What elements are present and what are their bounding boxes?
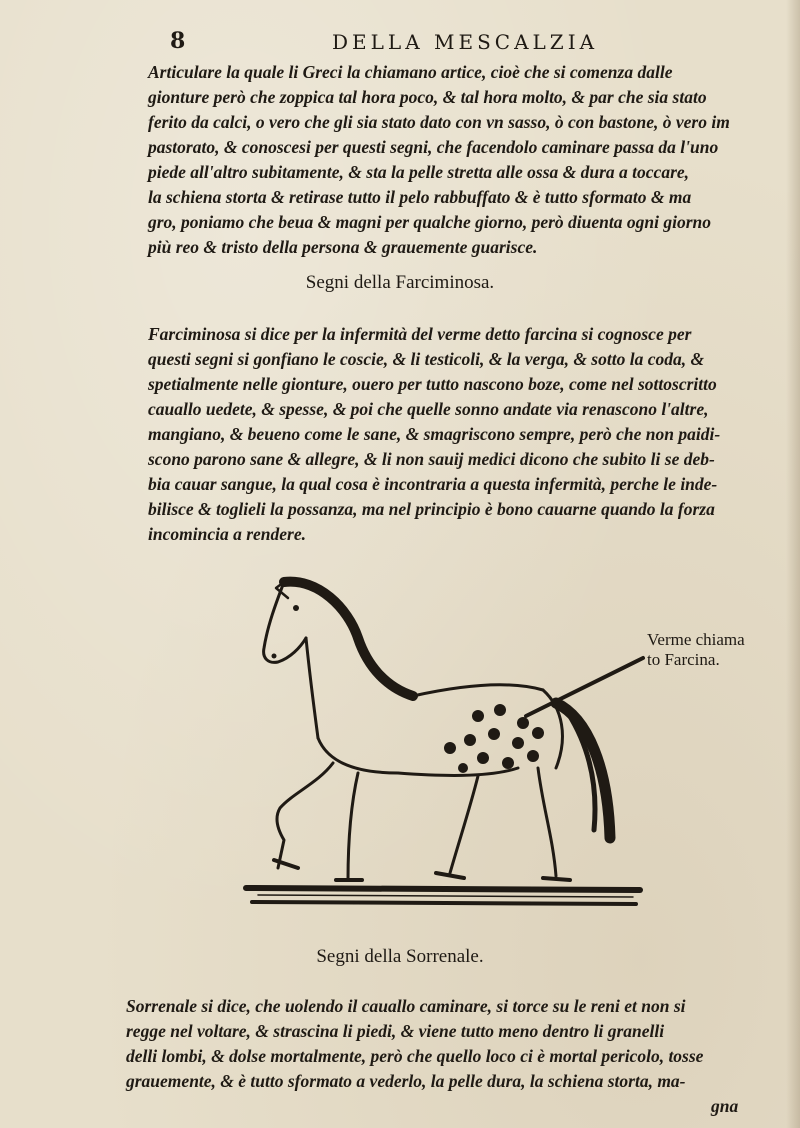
text-line: gna — [711, 1096, 739, 1116]
paragraph-articulare — [148, 60, 780, 260]
text-line: gionture però che zoppica tal hora poco, & tal hora molto, & par che sia stato — [148, 87, 707, 107]
text-line: ferito da calci, o vero che gli sia stato dato con vn sasso, ò con bastone, ò vero im — [148, 112, 730, 132]
text-line: Farciminosa si dice per la infermità del verme detto farcina si cognosce per — [148, 324, 692, 344]
text-line: piede all'altro subitamente, & sta la pelle stretta alle ossa & dura a toccare, — [148, 162, 690, 182]
text-line: spetialmente nelle gionture, ouero per tutto nascono boze, come nel sottoscritto — [148, 374, 717, 394]
text-line: regge nel voltare, & strascina li piedi, & viene tutto meno dentro li granelli — [126, 1021, 665, 1041]
heading-sorrenale: Segni della Sorrenale. — [316, 946, 484, 967]
text-line: più reo & tristo della persona & grauemente guarisce. — [148, 237, 538, 257]
text-line: scono parono sane & allegre, & li non sauij medici dicono che subito li se deb- — [148, 449, 715, 469]
text-line: incomincia a rendere. — [148, 524, 306, 544]
caption-line: Verme chiama — [647, 630, 745, 649]
text-line: questi segni si gonfiano le coscie, & li testicoli, & la verga, & sotto la coda, & — [148, 349, 705, 369]
horse-woodcut-illustration — [238, 568, 648, 918]
text-line: Articulare la quale li Greci la chiamano artice, cioè che si comenza dalle — [148, 62, 673, 82]
running-head: DELLA MESCALZIA — [332, 30, 599, 54]
text-line: mangiano, & beueno come le sane, & smagriscono sempre, però che non paidi- — [148, 424, 721, 444]
text-line: cauallo uedete, & spesse, & poi che quelle sonno andate via renascono l'altre, — [148, 399, 709, 419]
text-line: grauemente, & è tutto sformato a vederlo, la pelle dura, la schiena storta, ma- — [126, 1071, 686, 1091]
page-header — [170, 28, 640, 56]
text-line: bilisce & toglieli la possanza, ma nel principio è bono cauarne quando la forza — [148, 499, 715, 519]
text-line: delli lombi, & dolse mortalmente, però che quello loco ci è mortal pericolo, tosse — [126, 1046, 704, 1066]
caption-line: to Farcina. — [647, 650, 720, 669]
page-edge-shadow — [786, 0, 800, 1128]
text-line: Sorrenale si dice, che uolendo il cauallo caminare, si torce su le reni et non si — [126, 996, 686, 1016]
woodcut-caption-worm — [647, 630, 745, 670]
paragraph-sorrenale — [126, 994, 780, 1119]
heading-farciminosa: Segni della Farciminosa. — [305, 272, 495, 293]
text-line: bia cauar sangue, la qual cosa è incontraria a questa infermità, perche le inde- — [148, 474, 718, 494]
text-line: la schiena storta & retirase tutto il pelo rabbuffato & è tutto sformato & ma — [148, 187, 692, 207]
text-line: pastorato, & conoscesi per questi segni, che facendolo caminare passa da l'uno — [148, 137, 719, 157]
paragraph-farciminosa — [148, 322, 780, 547]
page-number: 8 — [170, 28, 186, 54]
text-line: gro, poniamo che beua & magni per qualche giorno, però diuenta ogni giorno — [148, 212, 711, 232]
